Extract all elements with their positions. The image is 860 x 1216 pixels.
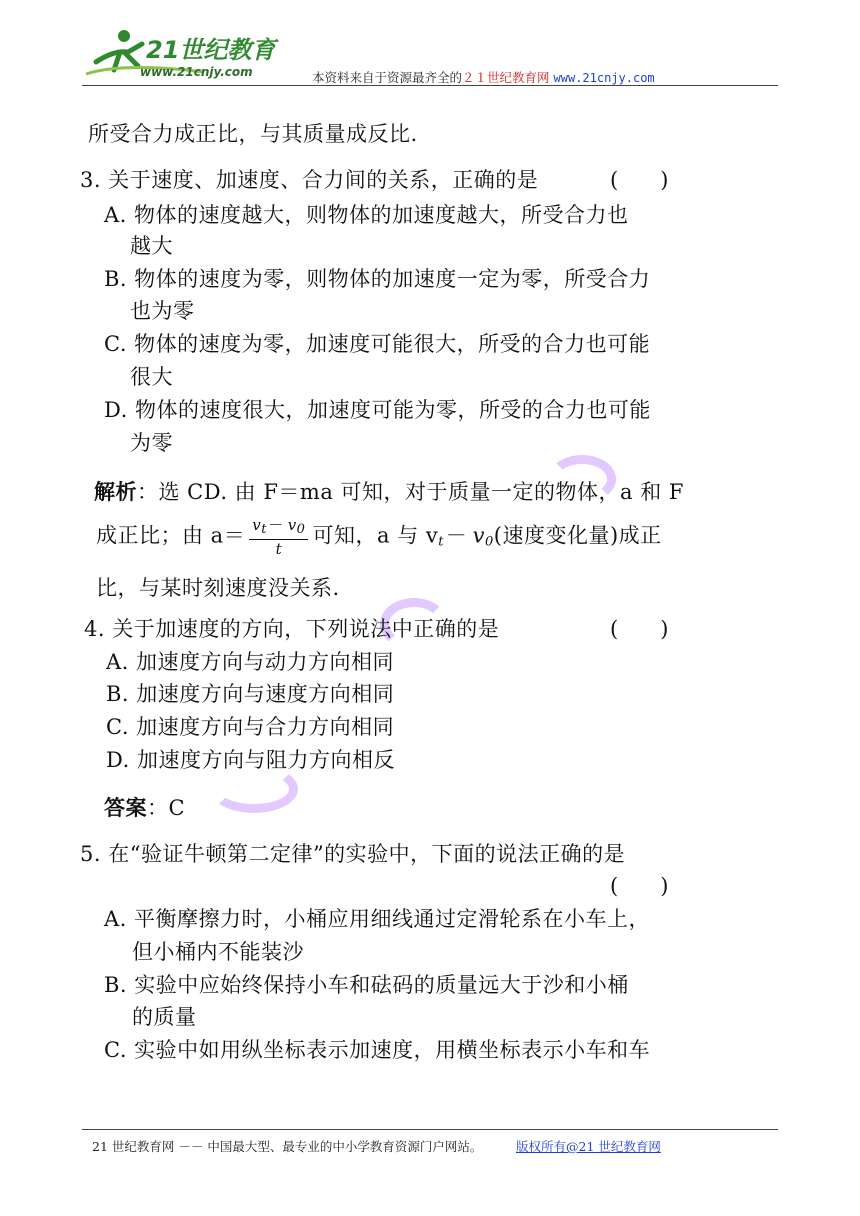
q3-option-b: B. 物体的速度为零，则物体的加速度一定为零，所受合力 [104,267,651,291]
q3-option-b-cont: 也为零 [130,299,195,323]
answer-label: 答案 [104,795,147,820]
analysis-text-1: ：选 CD. 由 F＝ma 可知，对于质量一定的物体，a 和 F [137,480,684,504]
q5-option-b: B. 实验中应始终保持小车和砝码的质量远大于沙和小桶 [104,973,629,997]
q5-stem: 5. 在“验证牛顿第二定律”的实验中，下面的说法正确的是 [80,842,626,866]
q5-option-a: A. 平衡摩擦力时，小桶应用细线通过定滑轮系在小车上， [104,907,651,931]
header-note-url[interactable]: www.21cnjy.com [553,71,655,85]
q3-option-a-cont: 越大 [130,234,173,258]
header-note-prefix: 本资料来自于资源最齐全的 [312,70,463,85]
footer-description: 21 世纪教育网 －－ 中国最大型、最专业的中小学教育资源门户网站。 [92,1139,483,1154]
q3-option-c: C. 物体的速度为零，加速度可能很大，所受的合力也可能 [104,332,651,356]
q3-option-c-cont: 很大 [130,365,173,389]
q4-option-a: A. 加速度方向与动力方向相同 [106,650,395,674]
analysis-line-1 [94,476,684,506]
logo-title: 21世纪教育 [146,36,276,64]
q3-option-d-cont: 为零 [130,431,173,455]
q3-option-a: A. 物体的速度越大，则物体的加速度越大，所受合力也 [104,203,629,227]
q5-option-b-cont: 的质量 [132,1005,197,1029]
velocity-fraction: $\frac{vt- v0}{t}$ [249,516,308,558]
header-note-site: ２１世纪教育网 [462,70,550,85]
q5-option-c: C. 实验中如用纵坐标表示加速度，用横坐标表示小车和车 [104,1038,651,1062]
analysis-label: 解析 [94,479,137,504]
analysis-line-2: 成正比；由 a＝ $\frac{vt- v0}{t}$ 可知，a 与 $v_t- v_0$(速度变化量)成正 [96,516,662,558]
q4-option-b: B. 加速度方向与速度方向相同 [106,682,395,706]
q5-option-a-cont: 但小桶内不能装沙 [132,940,304,964]
header-divider [82,85,778,86]
q3-answer-blank: ( ) [610,168,669,192]
logo-url: www.21cnjy.com [140,65,253,79]
analysis-text-2c: (速度变化量)成正 [493,523,662,548]
intro-line: 所受合力成正比，与其质量成反比. [88,122,418,146]
header-note [312,68,655,86]
analysis-line-3: 比，与某时刻速度没关系. [96,576,340,600]
q4-option-d: D. 加速度方向与阻力方向相反 [106,748,395,772]
q4-answer-blank: ( ) [610,617,669,641]
answer-value: ：C [147,796,186,820]
answer-line [104,792,185,822]
q5-answer-blank: ( ) [610,874,669,898]
q3-option-d: D. 物体的速度很大，加速度可能为零，所受的合力也可能 [104,398,651,422]
analysis-text-2b: 可知，a 与 v [312,523,439,548]
analysis-text-2: 成正比；由 a＝ [96,523,246,548]
q4-option-c: C. 加速度方向与合力方向相同 [106,715,395,739]
q3-stem: 3. 关于速度、加速度、合力间的关系，正确的是 [80,168,539,192]
site-logo [84,22,284,82]
footer-divider [82,1129,778,1130]
footer-copyright-link[interactable]: 版权所有@21 世纪教育网 [516,1139,661,1154]
q4-stem: 4. 关于加速度的方向，下列说法中正确的是 [84,617,500,641]
